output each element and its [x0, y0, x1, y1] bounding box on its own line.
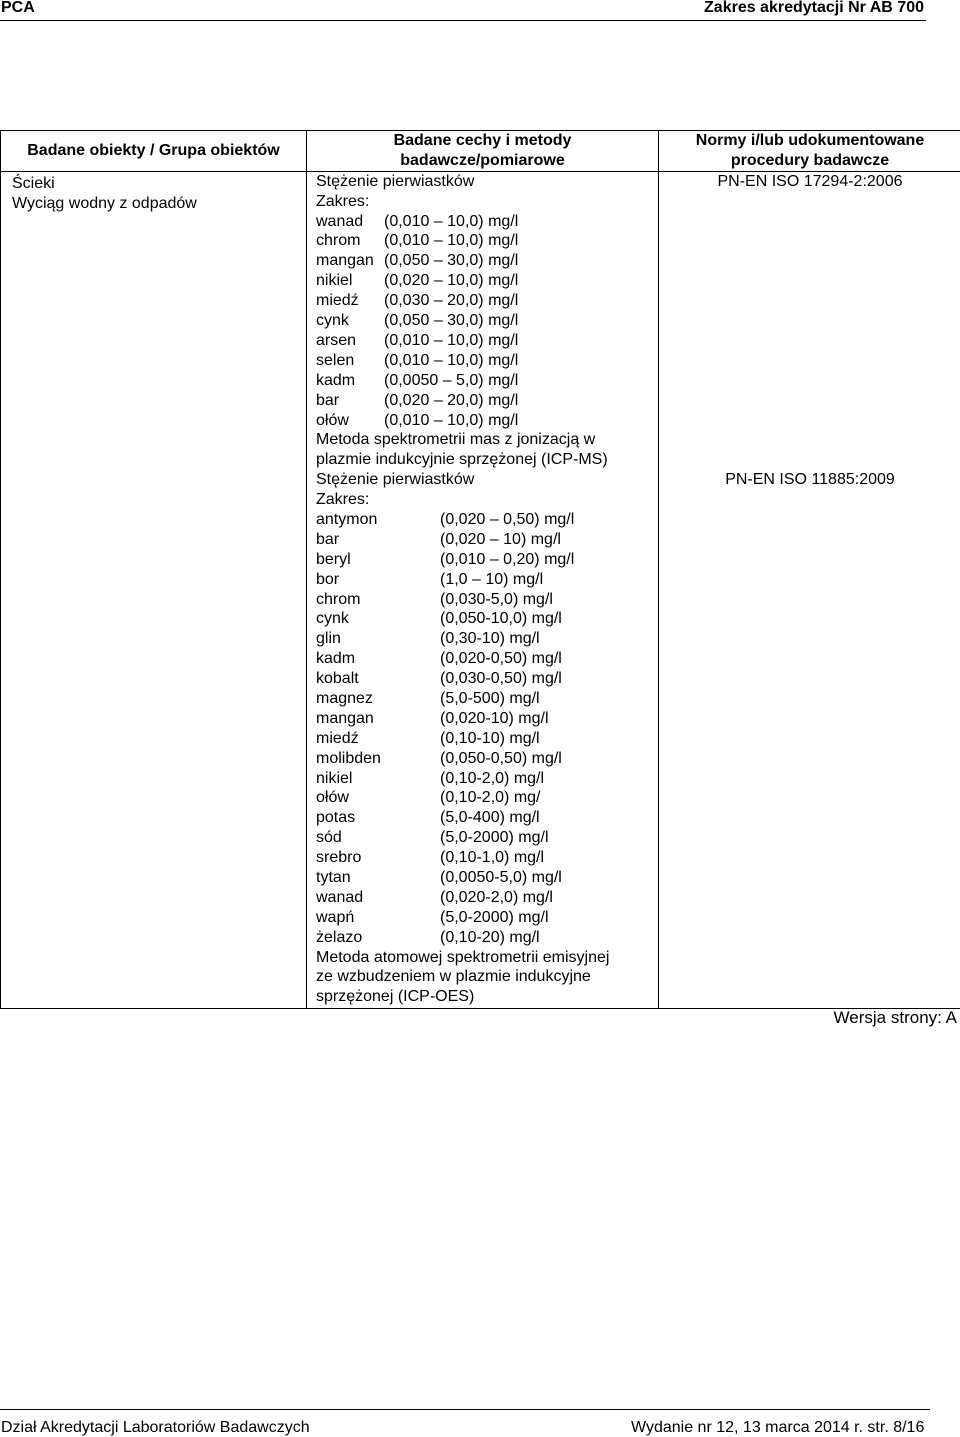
table-row [316, 550, 658, 570]
table-row [316, 928, 658, 948]
element-name: selen [316, 351, 354, 371]
table-row [316, 530, 658, 550]
section2-title: Stężenie pierwiastków [316, 470, 658, 490]
table-row [316, 251, 658, 271]
table-row [316, 908, 658, 928]
header-title: Zakres akredytacji Nr AB 700 [704, 0, 924, 17]
section2-rows [316, 510, 658, 948]
table-row [316, 689, 658, 709]
element-range: (0,020 – 10) mg/l [440, 530, 561, 550]
table-row [316, 788, 658, 808]
element-range: (0,030 ‒ 20,0) mg/l [384, 291, 518, 311]
element-name: chrom [316, 231, 360, 251]
table-row [316, 669, 658, 689]
element-range: (0,020-2,0) mg/l [440, 888, 553, 908]
table-row [316, 709, 658, 729]
element-name: kadm [316, 649, 355, 669]
element-name: molibden [316, 749, 381, 769]
section1-title: Stężenie pierwiastków [316, 172, 658, 192]
section1-method-1: Metoda spektrometrii mas z jonizacją w [316, 430, 658, 450]
element-range: (0,020-10) mg/l [440, 709, 549, 729]
element-range: (0,10-10) mg/l [440, 729, 540, 749]
section2-method-2: ze wzbudzeniem w plazmie indukcyjne [316, 967, 658, 987]
accreditation-table [0, 130, 960, 1009]
element-name: arsen [316, 331, 356, 351]
element-name: wapń [316, 908, 354, 928]
element-name: żelazo [316, 928, 362, 948]
footer-edition: Wydanie nr 12, 13 marca 2014 r. str. 8/16 [631, 1419, 924, 1437]
table-row [316, 848, 658, 868]
table-row [1, 171, 960, 1008]
table-row [316, 729, 658, 749]
table-row [316, 570, 658, 590]
section2-scope: Zakres: [316, 490, 658, 510]
element-name: miedź [316, 291, 359, 311]
table-row [316, 828, 658, 848]
table-row [316, 331, 658, 351]
table-row [316, 629, 658, 649]
standard-1: PN-EN ISO 17294-2:2006 [659, 172, 960, 192]
table-row [316, 351, 658, 371]
element-range: (0,30-10) mg/l [440, 629, 540, 649]
header-col-objects: Badane obiekty / Grupa obiektów [1, 131, 307, 172]
table-row [316, 510, 658, 530]
element-range: (0,010 ‒ 10,0) mg/l [384, 231, 518, 251]
header-rule [0, 20, 926, 21]
element-name: antymon [316, 510, 377, 530]
element-name: wanad [316, 888, 363, 908]
header-col-standards: Normy i/lub udokumentowane procedury badawcze [659, 131, 960, 172]
objects-cell [1, 171, 307, 1008]
standard-2: PN-EN ISO 11885:2009 [659, 470, 960, 490]
element-range: (0,050-0,50) mg/l [440, 749, 562, 769]
element-name: magnez [316, 689, 373, 709]
table-row [316, 609, 658, 629]
element-name: mangan [316, 709, 374, 729]
element-range: (0,030-5,0) mg/l [440, 590, 553, 610]
element-name: cynk [316, 311, 349, 331]
element-range: (0,010 ‒ 10,0) mg/l [384, 411, 518, 431]
element-range: (0,050-10,0) mg/l [440, 609, 562, 629]
element-name: beryl [316, 550, 351, 570]
element-name: ołów [316, 788, 349, 808]
element-range: (5,0-2000) mg/l [440, 908, 549, 928]
object-item: Wyciąg wodny z odpadów [12, 194, 306, 214]
element-range: (0,020 – 0,50) mg/l [440, 510, 574, 530]
table-row [316, 271, 658, 291]
header-col-methods: Badane cechy i metody badawcze/pomiarowe [307, 131, 659, 172]
element-range: (0,010 ‒ 10,0) mg/l [384, 351, 518, 371]
element-range: (0,020 ‒ 10,0) mg/l [384, 271, 518, 291]
element-range: (0,010 ‒ 10,0) mg/l [384, 331, 518, 351]
element-range: (0,10-2,0) mg/l [440, 769, 544, 789]
section1-rows [316, 212, 658, 431]
table-row [316, 769, 658, 789]
element-range: (0,020 ‒ 20,0) mg/l [384, 391, 518, 411]
table-row [316, 391, 658, 411]
table-header-row [1, 131, 960, 172]
element-name: bar [316, 391, 339, 411]
element-name: kobalt [316, 669, 359, 689]
element-name: bar [316, 530, 339, 550]
methods-cell [307, 171, 659, 1008]
element-range: (0,0050-5,0) mg/l [440, 868, 562, 888]
section2-method-3: sprzężonej (ICP-OES) [316, 987, 658, 1007]
element-name: mangan [316, 251, 374, 271]
element-name: cynk [316, 609, 349, 629]
element-name: bor [316, 570, 339, 590]
table-row [316, 291, 658, 311]
section1-method-2: plazmie indukcyjnie sprzężonej (ICP-MS) [316, 450, 658, 470]
element-range: (5,0-400) mg/l [440, 808, 540, 828]
table-row [316, 888, 658, 908]
element-name: wanad [316, 212, 363, 232]
element-range: (0,010 – 0,20) mg/l [440, 550, 574, 570]
element-name: kadm [316, 371, 355, 391]
table-row [316, 311, 658, 331]
page-version: Wersja strony: A [834, 1008, 957, 1028]
footer-dept: Dział Akredytacji Laboratoriów Badawczych [1, 1419, 310, 1437]
section1-scope: Zakres: [316, 192, 658, 212]
table-row [316, 649, 658, 669]
element-name: chrom [316, 590, 360, 610]
element-range: (0,030-0,50) mg/l [440, 669, 562, 689]
object-item: Ścieki [12, 174, 306, 194]
standards-cell [659, 171, 960, 1008]
element-range: (1,0 – 10) mg/l [440, 570, 543, 590]
footer-rule [0, 1409, 930, 1410]
element-range: (0,050 ‒ 30,0) mg/l [384, 311, 518, 331]
table-row [316, 212, 658, 232]
element-name: glin [316, 629, 341, 649]
page-header [0, 0, 960, 20]
element-name: nikiel [316, 769, 352, 789]
element-name: nikiel [316, 271, 352, 291]
table-row [316, 808, 658, 828]
table-row [316, 371, 658, 391]
element-range: (0,10-2,0) mg/ [440, 788, 540, 808]
element-range: (0,020-0,50) mg/l [440, 649, 562, 669]
table-row [316, 868, 658, 888]
element-name: potas [316, 808, 355, 828]
page-footer [0, 1409, 960, 1436]
element-name: miedź [316, 729, 359, 749]
element-name: ołów [316, 411, 349, 431]
table-row [316, 749, 658, 769]
element-range: (0,050 ‒ 30,0) mg/l [384, 251, 518, 271]
table-row [316, 590, 658, 610]
element-name: srebro [316, 848, 361, 868]
element-name: tytan [316, 868, 351, 888]
section2-method-1: Metoda atomowej spektrometrii emisyjnej [316, 948, 658, 968]
element-range: (5,0-2000) mg/l [440, 828, 549, 848]
table-row [316, 231, 658, 251]
element-range: (0,10-20) mg/l [440, 928, 540, 948]
header-org: PCA [1, 0, 35, 17]
element-range: (0,010 ‒ 10,0) mg/l [384, 212, 518, 232]
element-name: sód [316, 828, 342, 848]
element-range: (0,10-1,0) mg/l [440, 848, 544, 868]
element-range: (5,0-500) mg/l [440, 689, 540, 709]
element-range: (0,0050 ‒ 5,0) mg/l [384, 371, 518, 391]
table-row [316, 411, 658, 431]
